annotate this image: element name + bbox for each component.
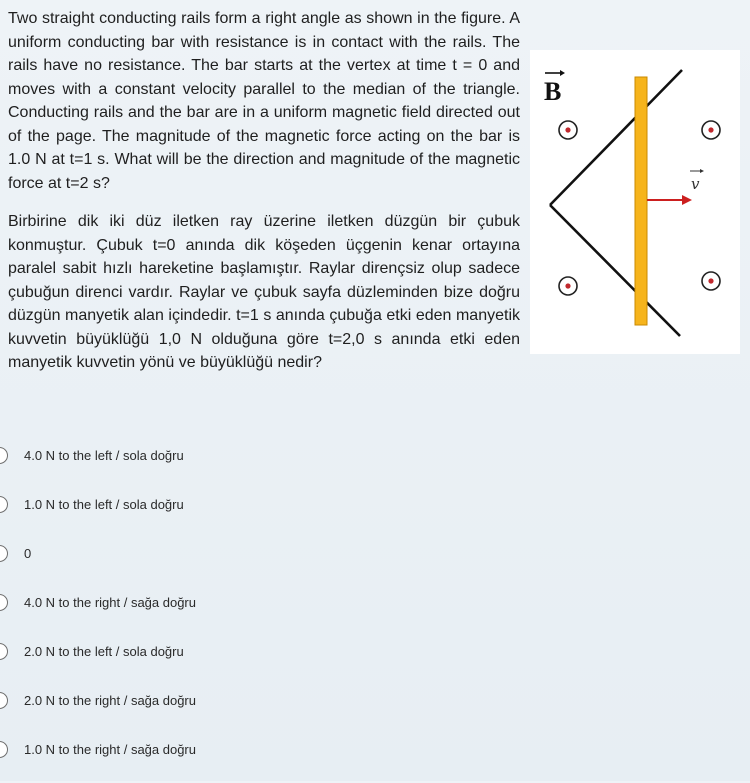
question-text <box>8 7 520 375</box>
radio-button[interactable] <box>0 643 8 660</box>
answer-label: 1.0 N to the right / sağa doğru <box>24 742 196 757</box>
radio-button[interactable] <box>0 692 8 709</box>
answer-label: 4.0 N to the left / sola doğru <box>24 448 184 463</box>
question-turkish: Birbirine dik iki düz iletken ray üzerine iletken düzgün bir çubuk konmuştur. Çubuk t=0 anında dik köşeden üçgenin kenar ortayına paralel sabit hızlı hareketine başlamıştır. Raylar dirençsiz olup sadece çubuğun direnci vardır. Raylar ve çubuk sayfa düzleminden bize doğru düzgün manyetik alan içindedir. t=1 s anında çubuğa etki eden manyetik kuvvetin büyüklüğü 1,0 N olduğuna göre t=2,0 s anında etki eden manyetik kuvvetin yönü ve büyüklüğü nedir? <box>8 213 520 371</box>
conducting-rails <box>550 70 682 336</box>
velocity-symbol: v <box>691 175 700 193</box>
field-dot-icon <box>559 121 577 139</box>
answer-option[interactable] <box>0 538 400 587</box>
answer-label: 2.0 N to the right / sağa doğru <box>24 693 196 708</box>
rails-bar-diagram <box>530 50 740 354</box>
physics-figure <box>530 50 740 354</box>
radio-button[interactable] <box>0 741 8 758</box>
velocity-arrow <box>647 195 692 205</box>
radio-button[interactable] <box>0 496 8 513</box>
answer-label: 2.0 N to the left / sola doğru <box>24 644 184 659</box>
conducting-bar <box>635 77 647 325</box>
answer-option[interactable] <box>0 587 400 636</box>
answer-options <box>0 440 400 783</box>
magnetic-field-label <box>544 70 565 106</box>
answer-option[interactable] <box>0 636 400 685</box>
velocity-label <box>690 169 704 193</box>
radio-button[interactable] <box>0 545 8 562</box>
answer-label: 4.0 N to the right / sağa doğru <box>24 595 196 610</box>
answer-option[interactable] <box>0 440 400 489</box>
radio-button[interactable] <box>0 447 8 464</box>
field-symbol: B <box>544 77 562 106</box>
question-english: Two straight conducting rails form a right angle as shown in the figure. A uniform conducting bar with resistance is in contact with the rails. The rails have no resistance. The bar starts at the vertex at time t = 0 and moves with a constant velocity parallel to the median of the triangle. Conducting rails and the bar are in a uniform magnetic field directed out of the page. The magnitude of the magnetic force acting on the bar is 1.0 N at t=1 s. What will be the direction and magnitude of the magnetic force at t=2 s? <box>8 10 520 192</box>
answer-option[interactable] <box>0 734 400 783</box>
field-dot-icon <box>702 121 720 139</box>
answer-label: 0 <box>24 546 32 561</box>
answer-option[interactable] <box>0 685 400 734</box>
field-dot-icon <box>702 272 720 290</box>
answer-label: 1.0 N to the left / sola doğru <box>24 497 184 512</box>
field-dot-icon <box>559 277 577 295</box>
radio-button[interactable] <box>0 594 8 611</box>
answer-option[interactable] <box>0 489 400 538</box>
